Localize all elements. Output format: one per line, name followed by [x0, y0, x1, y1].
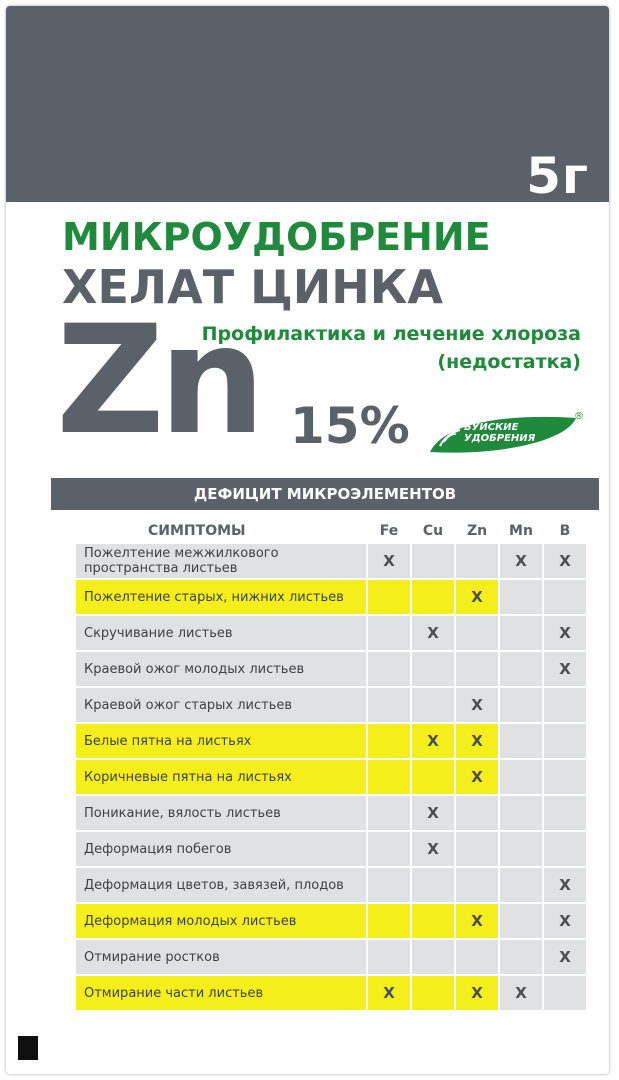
table-row [76, 616, 586, 650]
symptom-cell: Краевой ожог молодых листьев [76, 652, 366, 686]
symptom-cell: Краевой ожог старых листьев [76, 688, 366, 722]
deficit-mark-cell [456, 652, 498, 686]
deficit-mark-cell [456, 940, 498, 974]
symptom-rows [76, 544, 586, 1010]
deficit-mark-cell: X [456, 760, 498, 794]
deficit-mark-cell: X [412, 796, 454, 830]
deficit-mark-cell [368, 688, 410, 722]
column-header-cu: Cu [422, 523, 444, 539]
deficit-mark-cell [500, 652, 542, 686]
deficit-mark-cell [500, 580, 542, 614]
deficit-mark-cell [368, 832, 410, 866]
symptom-cell: Белые пятна на листьях [76, 724, 366, 758]
deficit-mark-cell [500, 832, 542, 866]
deficit-mark-cell: X [456, 580, 498, 614]
symptom-cell: Скручивание листьев [76, 616, 366, 650]
deficit-mark-cell: X [544, 544, 586, 578]
table-header-row [76, 520, 586, 542]
deficit-mark-cell [500, 904, 542, 938]
table-row [76, 688, 586, 722]
deficit-mark-cell [500, 616, 542, 650]
corner-mark [18, 1036, 38, 1060]
symptom-cell: Деформация цветов, завязей, плодов [76, 868, 366, 902]
product-name: ХЕЛАТ ЦИНКА [62, 260, 443, 314]
deficit-mark-cell [368, 868, 410, 902]
table-row [76, 580, 586, 614]
column-header-zn: Zn [466, 523, 488, 539]
concentration-percent: 15% [290, 397, 410, 455]
deficit-mark-cell [412, 652, 454, 686]
deficit-mark-cell [456, 796, 498, 830]
symptom-cell: Поникание, вялость листьев [76, 796, 366, 830]
symptom-cell: Деформация молодых листьев [76, 904, 366, 938]
symptoms-table [74, 518, 588, 1012]
deficit-mark-cell [456, 544, 498, 578]
deficit-mark-cell [412, 688, 454, 722]
deficit-mark-cell: X [456, 688, 498, 722]
symptom-cell: Пожелтение старых, нижних листьев [76, 580, 366, 614]
deficit-mark-cell: X [456, 976, 498, 1010]
deficit-mark-cell [412, 544, 454, 578]
deficit-mark-cell: X [544, 904, 586, 938]
deficit-mark-cell: X [500, 976, 542, 1010]
deficit-mark-cell [412, 904, 454, 938]
deficit-mark-cell [500, 724, 542, 758]
deficit-mark-cell: X [412, 724, 454, 758]
deficit-mark-cell: X [368, 544, 410, 578]
purpose-text [176, 320, 581, 376]
table-row [76, 544, 586, 578]
deficit-mark-cell [368, 580, 410, 614]
deficit-mark-cell: X [456, 724, 498, 758]
table-row [76, 904, 586, 938]
deficit-mark-cell [544, 688, 586, 722]
element-symbol: Zn [56, 294, 260, 468]
deficit-mark-cell [456, 616, 498, 650]
deficit-mark-cell [456, 832, 498, 866]
fertilizer-packet [6, 6, 609, 1074]
purpose-line-2: (недостатка) [437, 351, 581, 373]
brand-name [464, 422, 535, 444]
deficit-mark-cell [412, 868, 454, 902]
deficit-mark-cell [368, 760, 410, 794]
deficit-mark-cell [456, 868, 498, 902]
product-type: МИКРОУДОБРЕНИЕ [62, 215, 491, 259]
deficit-mark-cell: X [412, 832, 454, 866]
table-row [76, 832, 586, 866]
deficit-mark-cell [544, 796, 586, 830]
deficit-mark-cell: X [368, 976, 410, 1010]
symptom-cell: Отмирание ростков [76, 940, 366, 974]
deficit-mark-cell [500, 796, 542, 830]
deficit-mark-cell: X [544, 616, 586, 650]
deficit-mark-cell [544, 760, 586, 794]
deficit-mark-cell [368, 616, 410, 650]
deficit-mark-cell [368, 904, 410, 938]
table-row [76, 868, 586, 902]
deficit-mark-cell [500, 760, 542, 794]
top-band [6, 6, 609, 202]
table-row [76, 976, 586, 1010]
deficit-mark-cell: X [544, 868, 586, 902]
table-row [76, 940, 586, 974]
column-header-symptoms: СИМПТОМЫ [148, 523, 246, 539]
deficit-mark-cell [368, 940, 410, 974]
table-row [76, 760, 586, 794]
deficit-mark-cell [544, 976, 586, 1010]
table-row [76, 796, 586, 830]
deficit-mark-cell [500, 868, 542, 902]
deficit-mark-cell [368, 796, 410, 830]
deficit-mark-cell [544, 580, 586, 614]
table-row [76, 652, 586, 686]
deficit-mark-cell [412, 976, 454, 1010]
symptom-cell: Коричневые пятна на листьях [76, 760, 366, 794]
deficit-mark-cell [500, 940, 542, 974]
brand-line-2: УДОБРЕНИЯ [464, 433, 536, 444]
deficit-mark-cell [412, 760, 454, 794]
deficit-mark-cell [368, 652, 410, 686]
deficit-mark-cell [412, 580, 454, 614]
symptom-cell: Отмирание части листьев [76, 976, 366, 1010]
deficit-mark-cell [368, 724, 410, 758]
column-header-b: B [559, 523, 571, 539]
deficit-mark-cell: X [500, 544, 542, 578]
table-row [76, 724, 586, 758]
deficit-mark-cell: X [412, 616, 454, 650]
deficit-mark-cell: X [544, 940, 586, 974]
deficit-mark-cell [412, 940, 454, 974]
symptom-cell: Деформация побегов [76, 832, 366, 866]
package-weight: 5г [526, 147, 589, 205]
deficit-mark-cell: X [456, 904, 498, 938]
deficit-mark-cell [544, 724, 586, 758]
deficit-mark-cell: X [544, 652, 586, 686]
deficit-mark-cell [500, 688, 542, 722]
deficit-mark-cell [544, 832, 586, 866]
column-header-fe: Fe [379, 523, 399, 539]
purpose-line-1: Профилактика и лечение хлороза [201, 323, 581, 345]
brand-logo [426, 412, 586, 458]
brand-line-1: БУЙСКИЕ [464, 422, 519, 433]
column-header-mn: Mn [509, 523, 533, 539]
registered-mark: ® [574, 411, 584, 422]
symptom-cell: Пожелтение межжилкового пространства листьев [76, 544, 366, 578]
deficit-header: ДЕФИЦИТ МИКРОЭЛЕМЕНТОВ [51, 478, 599, 510]
